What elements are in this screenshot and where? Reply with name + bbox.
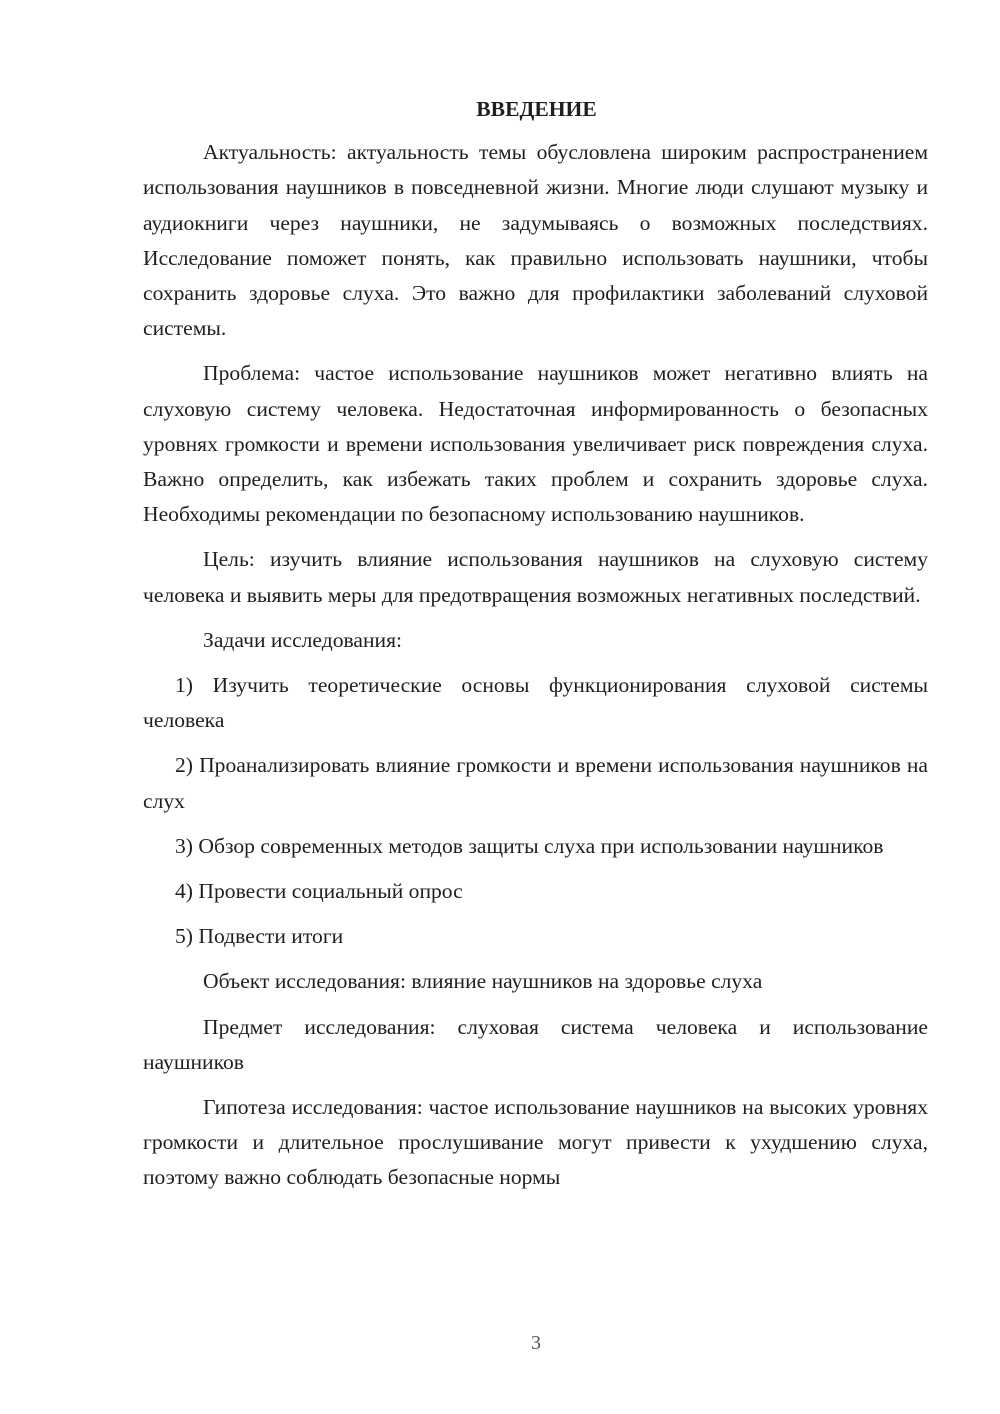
relevance-paragraph: Актуальность: актуальность темы обусловлена широким распространением использования наушников в повседневной жизни. Многие люди слушают музыку и аудиокниги через наушники, не задумываясь о возможных последствиях. Исследование поможет понять, как правильно использовать наушники, чтобы сохранить здоровье слуха. Это важно для профилактики заболеваний слуховой системы.: [143, 140, 928, 341]
task-item-1: 1) Изучить теоретические основы функционирования слуховой системы человека: [143, 673, 928, 733]
task-item-2: 2) Проанализировать влияние громкости и времени использования наушников на слух: [143, 753, 928, 813]
task-item-3: 3) Обзор современных методов защиты слуха при использовании наушников: [175, 833, 884, 858]
hypothesis-paragraph: Гипотеза исследования: частое использование наушников на высоких уровнях громкости и длительное прослушивание могут привести к ухудшению слуха, поэтому важно соблюдать безопасные нормы: [143, 1095, 928, 1190]
problem-paragraph: Проблема: частое использование наушников может негативно влиять на слуховую систему человека. Недостаточная информированность о безопасных уровнях громкости и времени использования увеличивает риск повреждения слуха. Важно определить, как избежать таких проблем и сохранить здоровье слуха. Необходимы рекомендации по безопасному использованию наушников.: [143, 361, 928, 527]
task-item-5: 5) Подвести итоги: [175, 924, 344, 949]
page-number: 3: [531, 1332, 541, 1354]
document-page: [143, 92, 928, 1196]
section-title: ВВЕДЕНИЕ: [476, 97, 597, 121]
object-paragraph: Объект исследования: влияние наушников на здоровье слуха: [203, 969, 763, 994]
task-item-4: 4) Провести социальный опрос: [175, 879, 463, 904]
goal-paragraph: Цель: изучить влияние использования наушников на слуховую систему человека и выявить меры для предотвращения возможных негативных последствий.: [143, 547, 928, 607]
tasks-heading: Задачи исследования:: [203, 627, 403, 652]
subject-paragraph: Предмет исследования: слуховая система человека и использование наушников: [143, 1014, 928, 1074]
